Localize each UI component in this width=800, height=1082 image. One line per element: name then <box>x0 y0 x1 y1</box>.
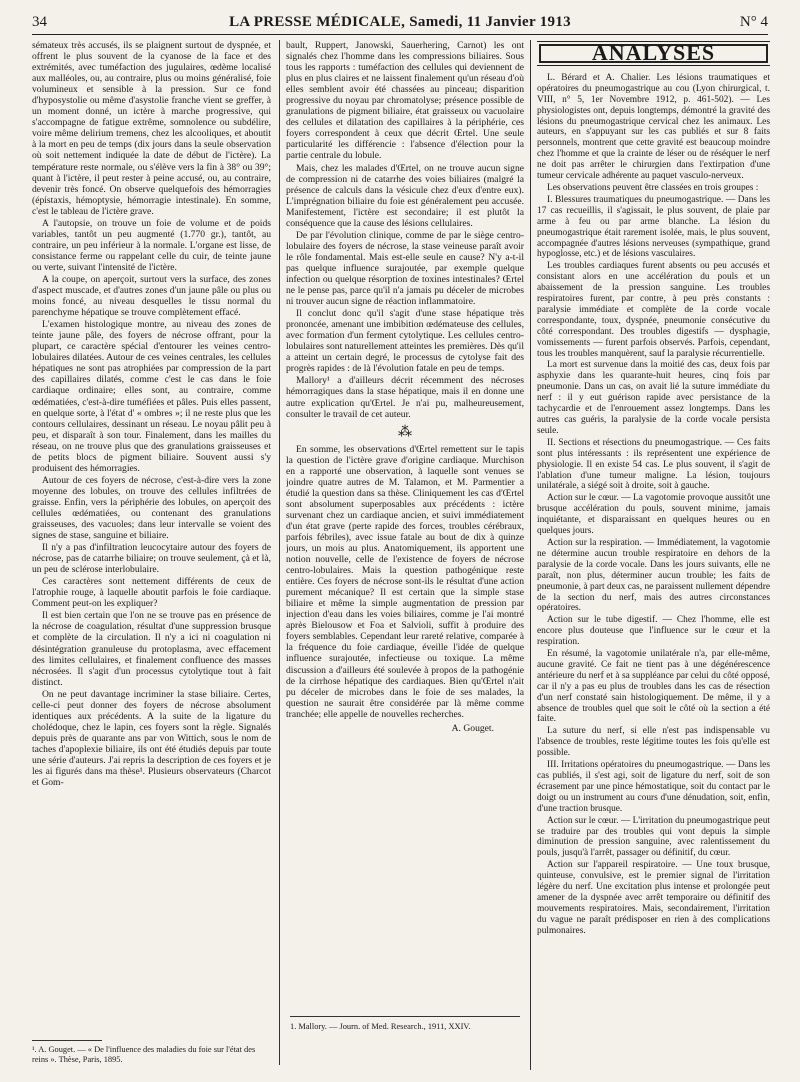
header-rule <box>32 34 768 35</box>
section-separator-asterism: ⁂ <box>398 424 412 440</box>
section-heading: ANALYSES <box>539 44 768 63</box>
paragraph: Les troubles cardiaques furent absents ou peu accusés et consistant alors en une accélération du pouls et un abaissement de la pression sanguine. Les troubles respiratoires furent, par contre, à peu près constants : paralysie immédiate et complète de la corde vocale correspondante, toux, dyspnée, pneumonie consécutive du côté correspondant. Des troubles digestifs — dysphagie, vomissements — furent parfois observés. Parfois, cependant, tous les troubles manquèrent, sauf la paralysie récurrentielle. <box>537 261 770 359</box>
paragraph: Mallory¹ a d'ailleurs décrit récemment des nécroses hémorragiques dans la stase hépatique, mais il en donne une autre explication qu'Œrtel. Je n'ai pu, malheureusement, consulter le travail de cet auteur. <box>286 375 524 420</box>
column-divider <box>279 40 280 1065</box>
paragraph: A la coupe, on aperçoit, surtout vers la surface, des zones d'aspect muscade, et d'autres zones d'un jaune pâle ou plus ou moins foncé, au niveau desquelles le tissu normal du parenchyme hépatique se trouve complètement effacé. <box>32 273 271 319</box>
column-divider <box>530 40 531 1070</box>
issue-number: N° 4 <box>739 14 768 30</box>
paragraph: A l'autopsie, on trouve un foie de volume et de poids variables, tantôt un peu augmenté (1.770 gr.), tantôt, au contraire, un peu inférieur à la normale. L'organe est lisse, de consistance ferme ou rappelant celle du cuir, de teinte jaune ou verte, suivant l'intensité de l'ictère. <box>32 217 271 273</box>
page-number: 34 <box>32 14 47 30</box>
paragraph: Il n'y a pas d'infiltration leucocytaire autour des foyers de nécrose, pas de catarrhe biliaire; on trouve seulement, çà et là, un peu de sclérose interlobulaire. <box>32 542 271 576</box>
paragraph: I. Blessures traumatiques du pneumogastrique. — Dans les 17 cas recueillis, il s'agissait, le plus souvent, de plaie par arme à feu ou par arme blanche. La lésion du pneumogastrique était rarement isolée, mais, le plus souvent, accompagnée d'autres lésions nerveuses (sympathique, grand hypoglosse, etc.) et de lésions vasculaires. <box>537 194 770 260</box>
paragraph: Il est bien certain que l'on ne se trouve pas en présence de la nécrose de coagulation, résultat d'une suppression brusque et complète de la circulation. Il n'y a ici ni coagulation ni désintégration granuleuse du protoplasma, avec effacement des limites cellulaires, et finalement confluence des masses nécrosées. Il s'agit d'un processus cytolytique tout à fait distinct. <box>32 610 271 688</box>
paragraph: sémateux très accusés, ils se plaignent surtout de dyspnée, et offrent le plus souvent de la cyanose de la face et des extrémités, avec tuméfaction des jugulaires, œdème localisé aux malléoles, ou, au contraire, plus ou moins généralisé, foie volumineux et sensible à la pression. Sur ce fond d'hyposystolie ou même d'asystolie franche vient se greffer, à un moment donné, un ictère à marche progressive, qui s'accompagne de fatigue extrême, somnolence ou subdélire, voire même delirium tremens, chez les alcooliques, et aboutit à la mort en peu de temps (dix jours dans la seule observation où soit nettement indiquée la date de début de l'ictère). La température reste normale, ou s'élève vers la fin à 38° ou 39°; quant à l'ictère, il peut rester à peine accusé, ou, au contraire, devenir très foncé. On observe quelquefois des hémorragies (épistaxis, hémoptysie, hémorragie intestinale). En somme, c'est le tableau de l'ictère grave. <box>32 40 271 217</box>
paragraph: L. Bérard et A. Chalier. Les lésions traumatiques et opératoires du pneumogastrique au cou (Lyon chirurgical, t. VIII, n° 5, 1er Novembre 1912, p. 461-502). — Les physiologistes ont, depuis longtemps, démontré la gravité des lésions du pneumogastrique cervical chez les animaux. Les auteurs, en s'appuyant sur les cas publiés et sur 8 faits personnels, montrent que cette gravité est beaucoup moindre chez l'homme et que la crainte de léser ou de réséquer le nerf ne doit pas arrêter le chirurgien dans l'extirpation d'une tumeur cervicale adhérente au paquet vasculo-nerveux. <box>537 72 770 182</box>
paragraph: En résumé, la vagotomie unilatérale n'a, par elle-même, aucune gravité. Ce fait ne tient pas à une dégénérescence antérieure du nerf et à sa suppléance par celui du côté opposé, car il n'y a pas eu plus de troubles dans les cas de résection d'un nerf constaté sain histologiquement. De même, il y a absence de troubles quel que soit le côté où la section a été faite. <box>537 649 770 725</box>
paragraph: Mais, chez les malades d'Œrtel, on ne trouve aucun signe de compression ni de catarrhe des voies biliaires (malgré la présence de calculs dans la vésicule chez d'eux d'entre eux). L'imprégnation biliaire du foie est généralement peu accusée. Manifestement, l'ictère est secondaire; il est plutôt la conséquence que la cause des lésions cellulaires. <box>286 162 524 229</box>
column-1 <box>32 40 271 1025</box>
paragraph: Action sur le cœur. — La vagotomie provoque aussitôt une brusque accélération du pouls, souvent minime, jamais inquiétante, et disparaissant en quelques heures ou en quelques jours. <box>537 493 770 537</box>
author-signature: A. Gouget. <box>451 722 494 734</box>
paragraph: La suture du nerf, si elle n'est pas indispensable vu l'absence de troubles, reste légitime toutes les fois qu'elle est possible. <box>537 726 770 759</box>
page-header <box>32 12 768 32</box>
paragraph: bault, Ruppert, Janowski, Sauerhering, Carnot) les ont signalés chez l'homme dans les compressions biliaires. Sous tous les rapports : tuméfaction des cellules qui deviennent de plus en plus claires et ne laissent finalement qu'un réseau d'où elles semblent avoir été chassées au pinceau; disparition progressive du noyau par chromatolyse; présence possible de granulations de pigment biliaire, état graisseux ou vacuolaire des cellules et dilatation des capillaires à la périphérie, ces foyers correspondent à ceux que décrit Œrtel. Une seule particularité les différencie : l'absence d'élection pour la partie centrale du lobule. <box>286 40 524 162</box>
paragraph: Action sur l'appareil respiratoire. — Une toux brusque, quinteuse, convulsive, est le premier signal de l'irritation légère du nerf. Une excitation plus intense et prolongée peut amener de la dyspnée avec arrêt temporaire ou définitif des mouvements respiratoires. Mais, secondairement, l'irritation du vague ne paraît prédisposer en rien à des complications pulmonaires. <box>537 860 770 936</box>
footnote-rule <box>290 1016 520 1017</box>
footnote-rule <box>32 1040 102 1041</box>
paragraph: L'examen histologique montre, au niveau des zones de teinte jaune pâle, des foyers de nécrose offrant, pour la plupart, ce caractère spécial d'entourer les veines centro-lobulaires dilatées. Autour de ces veines centrales, les cellules hépatiques ne sont pas atrophiées par compression de la part des capillaires dilatés, comme c'est le cas dans le foie cardiaque ordinaire; elles sont, au contraire, comme œdématiées, c'est-à-dire tuméfiées et pâles. Puis elles passent, en quelque sorte, à l'état d' « ombres »; il ne reste plus que les contours cellulaires, dessinant un réseau. Le noyau pâlit peu à peu, et disparaît à son tour. Finalement, dans les mailles du réseau, on ne trouve plus que des granulations graisseuses et de petits blocs de pigment biliaire. Souvent aussi s'y produisent des hémorragies. <box>32 319 271 474</box>
footnote: 1. Mallory. — Journ. of Med. Research., 1911, XXIV. <box>290 1022 471 1031</box>
paragraph: Action sur le cœur. — L'irritation du pneumogastrique peut se traduire par des troubles qui vont depuis la simple diminution de pression sanguine, avec ralentissement du pouls, jusqu'à l'arrêt, passager ou définitif, du cœur. <box>537 815 770 859</box>
paragraph: La mort est survenue dans la moitié des cas, deux fois par asphyxie dans les quarante-huit heures, cinq fois par pneumonie. Dans un cas, on avait lié la suture immédiate du nerf : il y eut guérison rapide avec persistance de la tachycardie et de l'enrouement assez longtemps. Dans les autres cas guéris, la paralysie de la corde vocale persista seule. <box>537 360 770 436</box>
paragraph: En somme, les observations d'Œrtel remettent sur le tapis la question de l'ictère grave d'origine cardiaque. Murchison en a rapporté une observation, à laquelle sont venues se joindre quatre autres de M. Talamon, et M. Parmentier a étudié la question dans sa thèse. Cliniquement les cas d'Œrtel sont absolument superposables aux précédents : ictère survenant chez un cardiaque ancien, et suivi immédiatement d'un état grave (perte rapide des forces, troubles cérébraux, parfois fébriles), avec issue fatale au bout de dix à quinze jours, un mois au plus. Anatomiquement, ils apportent une notion nouvelle, celle de l'existence de foyers de nécrose centro-lobulaires. Mais la question pathogénique reste entière. Ces foyers de nécrose sont-ils le résultat d'une action purement mécanique? Il est certain que la simple stase biliaire et même la simple augmentation de pression par injection d'eau dans les voies biliaires, comme je l'ai montré après Bielousow et Foa et Salvioli, suffit à produire des foyers semblables. Cependant leur rareté relative, comparée à la fréquence du foie cardiaque, éveille l'idée de quelque influence surajoutée, infectieuse ou toxique. La même discussion a d'ailleurs été soulevée à propos de la pathogénie de la cirrhose hépatique des cardiaques. Bien qu'Œrtel n'ait pu déceler de microbes dans le foie de ses malades, la question ne saurait être considérée par là même comme tranchée; elle appelle de nouvelles recherches. <box>286 443 524 720</box>
column-2 <box>286 40 524 1054</box>
paragraph: Les observations peuvent être classées en trois groupes : <box>547 182 759 193</box>
paragraph: On ne peut davantage incriminer la stase biliaire. Certes, celle-ci peut donner des foyers de nécrose absolument identiques aux précédents. A la suite de la ligature du cholédoque, chez le lapin, ces foyers sont la règle. Signalés depuis près de quarante ans par von Wittich, sous le nom de taches d'apoplexie biliaire, ils ont été étudiés depuis par toute une série d'auteurs. J'ai repris la description de ces foyers et je les ai figurés dans ma thèse¹. Plusieurs observateurs (Charcot et Gom- <box>32 688 271 789</box>
paragraph: Ces caractères sont nettement différents de ceux de l'atrophie rouge, à laquelle aboutit parfois le foie cardiaque. Comment peut-on les expliquer? <box>32 576 271 610</box>
column-3 <box>537 40 770 1070</box>
paragraph: Action sur le tube digestif. — Chez l'homme, elle est encore plus douteuse que l'influence sur le cœur et la respiration. <box>537 615 770 648</box>
footnote: ¹. A. Gouget. — « De l'influence des maladies du foie sur l'état des reins ». Thèse, Paris, 1895. <box>32 1045 256 1064</box>
paragraph: De par l'évolution clinique, comme de par le siège centro-lobulaire des foyers de nécrose, la stase veineuse paraît avoir le rôle fondamental. Mais est-elle seule en cause? N'y a-t-il pas quelque influence surajoutée, par exemple quelque infection ou quelque résorption de toxines intestinales? Œrtel ne le pense pas, parce qu'il n'a jamais pu déceler de microbes ni trouver aucun signe de réaction inflammatoire. <box>286 229 524 308</box>
paragraph: Il conclut donc qu'il s'agit d'une stase hépatique très prononcée, amenant une imbibition œdémateuse des cellules, avec formation d'un ferment cytolytique. Les cellules centro-lobulaires sont naturellement atteintes les premières. Dès qu'il a atteint un certain degré, le processus de cytolyse fait des progrès rapides : de là l'évolution fatale en peu de temps. <box>286 308 524 375</box>
paragraph: III. Irritations opératoires du pneumogastrique. — Dans les cas publiés, il s'est agi, soit de ligature du nerf, soit de son écrasement par une pince hémostatique, soit du contact par le doigt ou un instrument au cours d'une dénudation, soit, enfin, d'une traction brusque. <box>537 760 770 814</box>
paragraph: II. Sections et résections du pneumogastrique. — Ces faits sont plus intéressants : ils représentent une expérience de physiologie. Il en existe 54 cas. Le plus souvent, il s'agit de l'ablation d'une tumeur maligne. La lésion, toujours unilatérale, a siégé soit à droite, soit à gauche. <box>537 437 770 492</box>
journal-title: LA PRESSE MÉDICALE, Samedi, 11 Janvier 1913 <box>229 14 571 30</box>
paragraph: Autour de ces foyers de nécrose, c'est-à-dire vers la zone moyenne des lobules, on trouve des cellules infiltrées de graisse. Enfin, vers la périphérie des lobules, on aperçoit des cellules œdématiées, ou contenant des granulations graisseuses, des vacuoles; dans leur intervalle se voient des signes de stase, sanguine et biliaire. <box>32 474 271 542</box>
paragraph: Action sur la respiration. — Immédiatement, la vagotomie ne détermine aucun trouble respiratoire en dehors de la paralysie de la corde vocale. Dans les jours suivants, elle ne paraît, non plus, déterminer aucun trouble; les faits de pneumonie, à part deux cas, ne paraissent nullement dépendre de la section du nerf, mais des autres circonstances opératoires. <box>537 537 770 614</box>
